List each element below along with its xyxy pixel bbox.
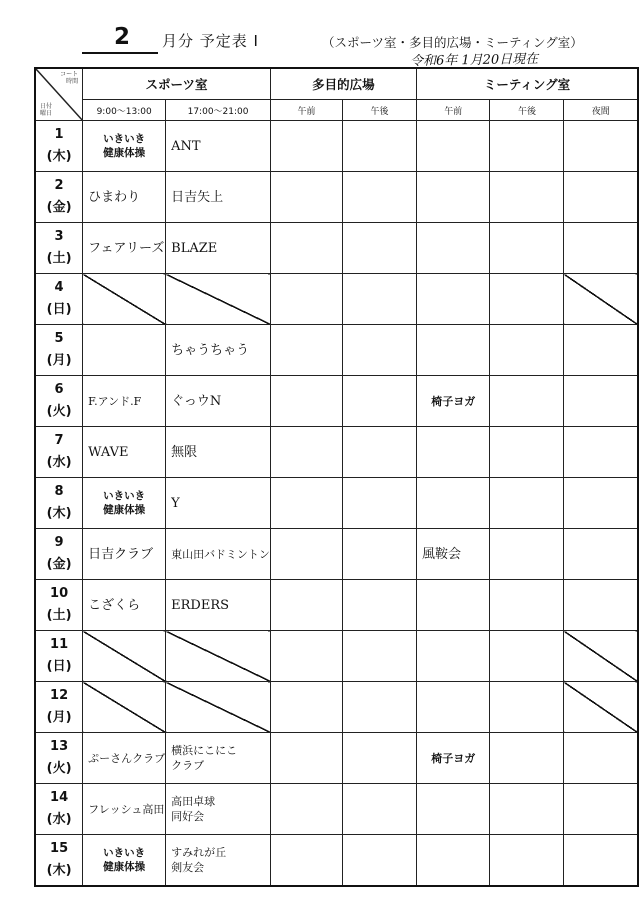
row-date — [35, 835, 83, 886]
table-row — [35, 325, 638, 376]
table-row — [35, 529, 638, 580]
row-day-number: 14 — [50, 790, 69, 805]
table-row — [35, 580, 638, 631]
row-weekday: (金) — [46, 200, 72, 215]
row-weekday: (木) — [46, 862, 72, 878]
cell-meet-pm[interactable] — [490, 529, 564, 580]
booking-name: フレッシュ高田 — [88, 802, 165, 816]
cell-meet-am[interactable] — [416, 172, 490, 223]
row-weekday: (土) — [46, 251, 72, 266]
cell-sports-pm-closed[interactable] — [166, 682, 271, 733]
cell-meet-night[interactable] — [564, 121, 638, 172]
cell-meet-pm[interactable] — [490, 121, 564, 172]
row-date — [35, 784, 83, 835]
cell-sports-am[interactable] — [83, 223, 166, 274]
cell-meet-night-closed[interactable] — [564, 682, 638, 733]
as-of-date: 令和6年 1月20日現在 — [409, 51, 539, 70]
cell-sports-am[interactable] — [83, 325, 166, 376]
cell-plaza-am[interactable] — [270, 529, 342, 580]
cell-sports-pm[interactable] — [166, 121, 271, 172]
cell-sports-pm[interactable] — [166, 325, 271, 376]
cell-meet-am[interactable] — [416, 733, 490, 784]
header-plaza-am: 午前 — [270, 100, 342, 121]
booking-name: 日吉矢上 — [171, 189, 224, 205]
row-day-number: 15 — [50, 840, 69, 856]
row-day-number: 5 — [54, 331, 64, 346]
section-sports-room: スポーツ室 — [83, 68, 271, 100]
cell-meet-pm[interactable] — [490, 325, 564, 376]
cell-plaza-am[interactable] — [270, 274, 342, 325]
row-date — [35, 376, 83, 427]
row-weekday: (金) — [46, 557, 72, 572]
booking-name: ERDERS — [171, 597, 230, 613]
cell-meet-am[interactable] — [416, 376, 490, 427]
row-date — [35, 274, 83, 325]
table-row — [35, 223, 638, 274]
cell-sports-pm[interactable] — [166, 427, 271, 478]
cell-sports-am[interactable] — [83, 733, 166, 784]
row-weekday: (日) — [46, 659, 72, 674]
cell-meet-am[interactable] — [416, 325, 490, 376]
row-weekday: (日) — [46, 302, 72, 317]
row-day-number: 2 — [54, 178, 64, 193]
row-weekday: (木) — [46, 149, 72, 164]
cell-plaza-pm[interactable] — [342, 478, 416, 529]
row-day-number: 10 — [50, 586, 69, 601]
row-day-number: 4 — [54, 280, 64, 295]
cell-sports-pm[interactable] — [166, 478, 271, 529]
booking-name: 東山田バドミントン — [171, 547, 270, 561]
meeting-booking: 風鞍会 — [421, 546, 461, 562]
row-date — [35, 325, 83, 376]
row-day-number: 8 — [54, 484, 64, 499]
cell-meet-am[interactable] — [416, 427, 490, 478]
table-row — [35, 274, 638, 325]
row-day-number: 1 — [54, 127, 64, 142]
row-date — [35, 121, 83, 172]
cell-sports-am[interactable] — [83, 121, 166, 172]
cell-meet-night[interactable] — [564, 172, 638, 223]
cell-meet-night[interactable] — [564, 427, 638, 478]
corner-label-court-time: コート 時間 — [60, 71, 79, 85]
booking-name: F.アンド.F — [88, 394, 142, 408]
cell-plaza-pm[interactable] — [342, 427, 416, 478]
cell-sports-am[interactable] — [83, 478, 166, 529]
booking-name: いきいき 健康体操 — [103, 490, 146, 516]
table-row — [35, 172, 638, 223]
table-row — [35, 376, 638, 427]
cell-meet-pm[interactable] — [490, 427, 564, 478]
cell-plaza-am[interactable] — [270, 121, 342, 172]
row-weekday: (木) — [46, 506, 72, 521]
cell-plaza-am[interactable] — [270, 733, 342, 784]
table-corner-cell — [35, 68, 83, 121]
cell-sports-pm[interactable] — [166, 784, 271, 835]
cell-plaza-am[interactable] — [270, 376, 342, 427]
table-row — [35, 835, 638, 886]
cell-plaza-pm[interactable] — [342, 274, 416, 325]
header-plaza-pm: 午後 — [342, 100, 416, 121]
cell-meet-am[interactable] — [416, 580, 490, 631]
cell-plaza-pm[interactable] — [342, 223, 416, 274]
cell-meet-night[interactable] — [564, 784, 638, 835]
cell-plaza-pm[interactable] — [342, 529, 416, 580]
cell-meet-am[interactable] — [416, 121, 490, 172]
page-header — [0, 0, 639, 70]
meeting-booking: 椅子ヨガ — [431, 752, 476, 765]
cell-meet-am[interactable] — [416, 274, 490, 325]
booking-name: いきいき 健康体操 — [103, 846, 146, 873]
schedule-table — [34, 67, 639, 887]
cell-sports-am-closed[interactable] — [83, 631, 166, 682]
cell-meet-night[interactable] — [564, 376, 638, 427]
row-date — [35, 427, 83, 478]
row-date — [35, 682, 83, 733]
booking-name: 横浜にこにこ クラブ — [171, 744, 238, 772]
month-number: 2 — [113, 24, 130, 50]
row-weekday: (土) — [46, 608, 72, 623]
cell-sports-am[interactable] — [83, 835, 166, 886]
header-sports-am: 9:00～13:00 — [83, 100, 166, 121]
booking-name: こざくら — [88, 597, 141, 613]
row-date — [35, 631, 83, 682]
cell-sports-pm[interactable] — [166, 733, 271, 784]
cell-plaza-pm[interactable] — [342, 325, 416, 376]
cell-sports-pm[interactable] — [166, 580, 271, 631]
booking-name: フェアリーズ — [88, 240, 165, 256]
cell-sports-am[interactable] — [83, 172, 166, 223]
cell-sports-pm[interactable] — [166, 376, 271, 427]
cell-meet-pm[interactable] — [490, 580, 564, 631]
cell-meet-night[interactable] — [564, 835, 638, 886]
cell-meet-pm[interactable] — [490, 478, 564, 529]
row-day-number: 6 — [54, 382, 64, 397]
section-meeting-room: ミーティング室 — [416, 68, 638, 100]
cell-plaza-pm[interactable] — [342, 580, 416, 631]
cell-sports-am[interactable] — [83, 376, 166, 427]
corner-label-date-weekday: 日付 曜日 — [40, 103, 53, 117]
cell-meet-pm[interactable] — [490, 274, 564, 325]
row-date — [35, 223, 83, 274]
cell-plaza-pm[interactable] — [342, 835, 416, 886]
row-weekday: (水) — [46, 455, 72, 470]
header-sports-pm: 17:00～21:00 — [166, 100, 271, 121]
cell-plaza-am[interactable] — [270, 478, 342, 529]
row-date — [35, 580, 83, 631]
cell-plaza-pm[interactable] — [342, 682, 416, 733]
cell-meet-am[interactable] — [416, 631, 490, 682]
table-row — [35, 121, 638, 172]
booking-name: WAVE — [88, 444, 129, 460]
cell-sports-am[interactable] — [83, 427, 166, 478]
table-row — [35, 784, 638, 835]
cell-meet-pm[interactable] — [490, 784, 564, 835]
cell-plaza-am[interactable] — [270, 580, 342, 631]
cell-meet-pm[interactable] — [490, 682, 564, 733]
row-day-number: 3 — [54, 229, 64, 244]
schedule-rows — [35, 121, 638, 886]
cell-sports-pm[interactable] — [166, 223, 271, 274]
meeting-booking: 椅子ヨガ — [431, 395, 476, 408]
booking-name: すみれが丘 剣友会 — [171, 845, 227, 874]
row-date — [35, 478, 83, 529]
cell-plaza-pm[interactable] — [342, 784, 416, 835]
cell-meet-night[interactable] — [564, 478, 638, 529]
cell-sports-am[interactable] — [83, 529, 166, 580]
cell-plaza-am[interactable] — [270, 172, 342, 223]
cell-meet-night-closed[interactable] — [564, 631, 638, 682]
booking-name: Y — [171, 495, 180, 511]
cell-plaza-am[interactable] — [270, 784, 342, 835]
cell-meet-pm[interactable] — [490, 733, 564, 784]
table-row — [35, 427, 638, 478]
booking-name: 高田卓球 同好会 — [171, 795, 216, 823]
table-row — [35, 682, 638, 733]
cell-plaza-am[interactable] — [270, 835, 342, 886]
row-date — [35, 172, 83, 223]
cell-plaza-pm[interactable] — [342, 121, 416, 172]
row-weekday: (水) — [46, 812, 72, 827]
booking-name: ちゃうちゃう — [171, 342, 250, 358]
cell-meet-pm[interactable] — [490, 376, 564, 427]
cell-meet-am[interactable] — [416, 529, 490, 580]
cell-sports-pm-closed[interactable] — [166, 274, 271, 325]
cell-meet-night[interactable] — [564, 325, 638, 376]
row-day-number: 9 — [54, 535, 64, 550]
cell-plaza-pm[interactable] — [342, 376, 416, 427]
cell-meet-night[interactable] — [564, 223, 638, 274]
cell-meet-night[interactable] — [564, 733, 638, 784]
cell-sports-pm[interactable] — [166, 172, 271, 223]
row-day-number: 13 — [50, 739, 69, 754]
cell-plaza-am[interactable] — [270, 682, 342, 733]
booking-name: ぐっウN — [171, 393, 222, 409]
row-weekday: (火) — [46, 761, 72, 776]
cell-meet-am[interactable] — [416, 682, 490, 733]
cell-meet-night[interactable] — [564, 580, 638, 631]
booking-name: 無限 — [171, 444, 198, 460]
cell-plaza-am[interactable] — [270, 427, 342, 478]
cell-plaza-pm[interactable] — [342, 733, 416, 784]
row-weekday: (月) — [46, 710, 72, 725]
booking-name: 日吉クラブ — [88, 546, 154, 562]
page-title: 月分 予定表 Ⅰ — [162, 32, 259, 50]
cell-sports-am[interactable] — [83, 784, 166, 835]
cell-meet-am[interactable] — [416, 478, 490, 529]
row-day-number: 12 — [50, 688, 69, 703]
cell-meet-pm[interactable] — [490, 835, 564, 886]
cell-plaza-am[interactable] — [270, 631, 342, 682]
cell-plaza-am[interactable] — [270, 223, 342, 274]
cell-sports-am-closed[interactable] — [83, 682, 166, 733]
cell-plaza-am[interactable] — [270, 325, 342, 376]
page-subtitle: （スポーツ室・多目的広場・ミーティング室） — [322, 35, 583, 50]
cell-sports-pm[interactable] — [166, 529, 271, 580]
section-multipurpose-plaza: 多目的広場 — [270, 68, 416, 100]
row-weekday: (火) — [46, 404, 72, 419]
cell-meet-am[interactable] — [416, 223, 490, 274]
cell-meet-pm[interactable] — [490, 223, 564, 274]
booking-name: いきいき 健康体操 — [103, 133, 146, 159]
booking-name: BLAZE — [171, 240, 218, 256]
cell-meet-pm[interactable] — [490, 631, 564, 682]
cell-plaza-pm[interactable] — [342, 172, 416, 223]
row-day-number: 7 — [54, 433, 64, 448]
row-date — [35, 733, 83, 784]
month-underline — [82, 52, 158, 54]
cell-meet-night-closed[interactable] — [564, 274, 638, 325]
cell-meet-pm[interactable] — [490, 172, 564, 223]
cell-sports-pm-closed[interactable] — [166, 631, 271, 682]
cell-sports-am[interactable] — [83, 580, 166, 631]
cell-sports-pm[interactable] — [166, 835, 271, 886]
row-weekday: (月) — [46, 353, 72, 368]
table-row — [35, 478, 638, 529]
table-row — [35, 733, 638, 784]
booking-name: ぷーさんクラブ — [88, 751, 166, 765]
header-meeting-night: 夜間 — [564, 100, 638, 121]
cell-sports-am-closed[interactable] — [83, 274, 166, 325]
cell-meet-am[interactable] — [416, 784, 490, 835]
cell-plaza-pm[interactable] — [342, 631, 416, 682]
booking-name: ひまわり — [88, 189, 141, 205]
booking-name: ANT — [171, 138, 201, 154]
row-day-number: 11 — [50, 637, 69, 652]
cell-meet-am[interactable] — [416, 835, 490, 886]
row-date — [35, 529, 83, 580]
header-meeting-am: 午前 — [416, 100, 490, 121]
table-row — [35, 631, 638, 682]
header-meeting-pm: 午後 — [490, 100, 564, 121]
cell-meet-night[interactable] — [564, 529, 638, 580]
